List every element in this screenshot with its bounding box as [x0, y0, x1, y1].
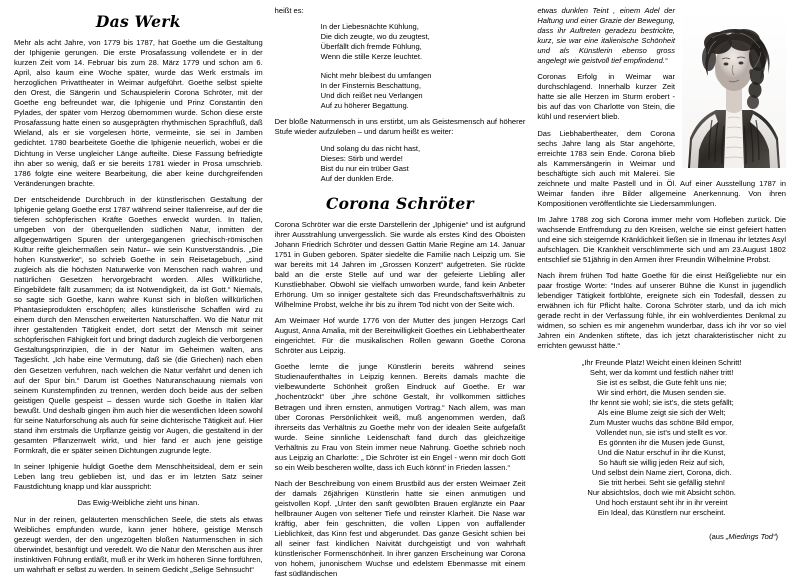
poem-line: Es gönnten ihr die Musen jede Gunst,	[598, 437, 725, 447]
page-title-corona-schroeter: Corona Schröter	[326, 193, 474, 213]
paragraph-right-2: Das Liebhabertheater, dem Corona sechs Jahre lang als Star angehörte, erreichte 1783 sein Ende. Corona blieb als Kammersängerin in Weimar und beschäftigte sich auch mit Malerei. Sie zeichnete und malte Pastell und in Öl. Auf einer Ausstellung 1787 in Weimar fanden ihre Bilder allgemeine Anerkennung. Von ihren Kompositionen veröffentlichte sie Liedersammlungen.	[537, 128, 786, 208]
paragraph-italic-continuation: etwas dunklen Teint , einem Adel der Haltung und einer Grazie der Bewegung, dass ihr Auftreten geradezu bestrickte, kurz, sie war eine italienische Schönheit und als Künstlerin ebenso gross angelegt wie geistvoll tief empfindend.“	[537, 6, 675, 66]
verse-line: Überfällt dich fremde Fühlung,	[320, 42, 422, 52]
poem-line: Nur absichtslos, doch wie mit Absicht schön.	[587, 488, 736, 498]
verse-stanza-3	[275, 144, 526, 184]
verse-line: Auf zu höherer Begattung.	[320, 101, 409, 111]
paragraph-bridge: Der bloße Naturmensch in uns erstirbt, um als Geistesmensch auf höherer Stufe wieder aufzuleben – und darum heißt es weiter:	[274, 117, 526, 137]
three-column-layout	[8, 6, 792, 579]
paragraph-corona-3	[275, 362, 526, 473]
poem-line: Und die Natur erschuf in ihr die Kunst,	[597, 447, 726, 457]
quote-italic-letter: Die Schröter ist ein Engel - wenn mir doch Gott so ein Weib bescheren wollte, dass ich Euch könnt’ in Frieden lassen.“	[274, 452, 526, 472]
poem-line: Ihr kennt sie wohl; sie ist’s, die stets gefällt;	[589, 397, 734, 407]
paragraph-right-1: Coronas Erfolg in Weimar war durchschlagend. Innerhalb kurzer Zeit hatte sie alle Herzen im Sturm erobert - bis auf das von Charlotte von Stein, die kühl und reserviert blieb.	[537, 72, 675, 122]
attribution-prefix: (aus	[709, 532, 726, 542]
paragraph-corona-4	[275, 479, 526, 579]
quote-ewig-weibliche: Das Ewig-Weibliche zieht uns hinan.	[77, 498, 200, 508]
poem-line: So häuft sie willig jeden Reiz auf sich,	[598, 457, 725, 467]
verse-stanza-1	[275, 22, 526, 62]
column-right	[531, 6, 792, 562]
verse-line: Dieses: Stirb und werde!	[320, 153, 403, 163]
poem-line: Ein Ideal, das Künstlern nur erscheint.	[597, 508, 726, 518]
poem-line: Als eine Blume zeigt sie sich der Welt;	[597, 407, 726, 417]
paragraph-work-3: In seiner Iphigenie huldigt Goethe dem Menschheitsideal, dem er sein Leben lang treu geblieben ist, und das er im letzten Satz seiner Faustdichtung knapp und klar ausspricht:	[14, 461, 263, 492]
poem-line: Vollendet nun, sie ist’s und stellt es vor.	[596, 427, 728, 437]
paragraph-corona-2: Am Weimaer Hof wurde 1776 von der Mutter des jungen Herzogs Carl August, Anna Amalia, mit der Bereitwilligkeit Goethes ein Liebhabertheater eingerichtet. Für die musikalischen Rollen gewann Goethe Corona Schröter aus Leipzig.	[274, 316, 526, 356]
column-middle	[269, 6, 532, 579]
poem-line: Sie tritt herbei. Seht sie gefällig stehn!	[598, 478, 726, 488]
quote-italic-description: „Unter den sanft gewölbten Brauen erglänzte ein Paar hellbrauner Augen von seltener Tiefe und reinster Klarheit. Die Nase war kräftig, aber fein geschnitten, die vollen Lippen von auffallender Lieblichkeit, das Kinn fest und abgerundet. Das ganze Gesicht schien bei all seiner fast kindlichen Naivität durchgeistigt und von wahrhaft künstlerischer Formenschönheit. In ihrer ganzen Erscheinung war Corona von hohem, junonischem Wuchse und edelstem Ebenmasse mit einem fast südländischen	[274, 498, 526, 579]
paragraph-work-2: Der entscheidende Durchbruch in der künstlerischen Gestaltung der Iphigenie gelang Goethe erst 1787 während seiner Italienreise, auf der die tieferen schöpferischen Kräfte Goethes erweckt wurden. In Italien, umgeben von der überquellenden südlichen Natur, inmitten der allgegenwärtigen Spuren der untergegangenen griechisch-römischen Kultur reifte gleichermaßen sein Natur– wie sein Kunstverständnis. „Die hohen Kunstwerke“, so schrieb Goethe in sein Reisetagebuch, „sind zugleich als die höchsten Naturwerke von Menschen nach wahren und natürlichen Gesetzen hervorgebracht worden. Alles Willkürliche, Eingebildete fällt zusammen; da ist Notwendigkeit, da ist Gott.“ Niemals, so sagte sich Goethe, kann wahre Kunst sich in bloßen willkürlichen Phantasieprodukten erschöpfen; alles künstlerische Schaffen wird zu einem durch den Menschen erweiterten Naturschaffen. Wo die Natur mit ihrer gestaltenden Tätigkeit endet, dort setzt der Mensch mit seiner schöpferischen Fähigkeit fort und bringt dadurch zugleich die verborgenen Gestaltungsprinzipien, die in der Natur im Geheimen walten, ans Tageslicht. „Ich habe eine Vermutung, daß sie (die Griechen) nach eben den Gesetzen verfuhren, nach welchen die Natur verfährt und denen ich auf der Spur bin.“ Darum ist Goethes Naturanschauung niemals von seinem Kunstempfinden zu trennen, werden doch beide aus der selben geistigen Quelle gespeist – dessen wurde sich Goethe in Italien klar bewußt. Und deshalb gingen ihm auch hier die wesentlichen Ideen sowohl für seine Naturforschung als auch für seine dichterische Tätigkeit auf. Hier stand ihm erstmals die Urpflanze geistig vor Augen, die gestaltend in der gesamten Pflanzenwelt wirkt, und hier fand er auch jene geistige Formkraft, die er später seinen Dichtungen zugrunde legte.	[14, 194, 263, 455]
verse-line: Und solang du das nicht hast,	[320, 143, 421, 153]
text-plain: Nach allem, was man über Coronas Persönlichkeit weiß, muß angenommen werden, daß ihrerseits das Verhältnis zu Goethe mehr von der idealen Seite aufgefaßt wurde. Seine sinnliche Leidenschaft fand durch das gleichzeitige Verhältnis zu Frau von Stein immer neue Nahrung. Goethe schrieb noch aus Leipzig an Charlotte: „	[274, 402, 526, 462]
verse-line: Wenn die stille Kerze leuchtet.	[320, 52, 423, 62]
paragraph-right-3: Im Jahre 1788 zog sich Corona immer mehr vom Hofleben zurück. Die wachsende Entfremdung zu den Kreisen, welche sie einst gefeiert hatten und eine sich steigernde Kränklichkeit ließen sie in Ilmenau ihr letztes Asyl aufschlagen. Die Krankheit verschlimmerte sich und am 23.August 1802 entschlief sie 51jährig in den Armen ihrer Freundin Wilhelmine Probst.	[537, 214, 786, 265]
paragraph-corona-1: Corona Schröter war die erste Darstellerin der „Iphigenie“ und ist aufgrund ihrer Ausstrahlung unvergesslich. Sie wurde als erstes Kind des Oboisten Johann Friedrich Schröter und dessen Gattin Marie Regine am 14. Januar 1751 in Guben geboren. Später siedelte die Familie nach Leipzig um. Sie war bereits mit 14 Jahren im „Grossen Konzert“ aufgetreten. Sie rückte bald an die erste Stelle auf und war der gefeierte Liebling aller Kunstliebhaber. Obwohl sie vielfach umworben wurde, fand kein Anbeter Erhörung. Um so inniger gestaltete sich das Freundschaftsverhältnis zu Wilhelmine Probst, welche ihr bis zu ihrem Tod nicht von der Seite wich.	[274, 219, 526, 310]
verse-line: In der Liebesnächte Kühlung,	[320, 22, 419, 32]
verse-line: Bist du nur ein trüber Gast	[320, 163, 409, 173]
verse-line: Und dich reißet neu Verlangen	[320, 91, 423, 101]
quote-italic: schöne Gestalt, ihr vollkommen sittliches Betragen und ihren ernsten, anmutigen Vortrag.“	[274, 392, 526, 412]
poem-line: Zum Muster wuchs das schöne Bild empor,	[589, 417, 734, 427]
column-left	[8, 6, 269, 575]
verse-line: Die dich zeugte, wo du zeugtest,	[320, 32, 430, 42]
quote-italic-goethe: “Indes auf unserer Bühne die Kunst in jugendlich lebendiger Tätigkeit fortblühte, ereignete sich ein Todesfall, dessen zu erwähnen ich für Pflicht halte. Corona Schröter starb, und da ich mich gerade recht in der Verfassung fühle, ihr ein wohlverdientes Denkmal zu widmen, so schien es mir angenehm wunderbar, dass ich ihr vor so viel Jahren ein Andenken stiftete, das ich jetzt charakteristischer nicht zu errichten gewusst hätte.“	[537, 281, 786, 351]
poem-line: Wir sind erhört, die Musen senden sie.	[597, 387, 727, 397]
poem-line: Seht, wer da kommt und festlich näher tritt!	[589, 367, 734, 377]
text-plain: Goethe lernte die junge Künstlerin bereits während seines Studienaufenthaltes in Leipzig kennen. Bereits damals machte die vielbewunderte Schönheit großen Eindruck auf Goethe. Er war „hochentzückt“ über „ihre	[274, 362, 526, 402]
verse-line: In der Finsternis Beschattung,	[320, 81, 421, 91]
attribution-title: „Miedings Tod“	[725, 532, 776, 542]
poem-line: „Ihr Freunde Platz! Weicht einen kleinen Schritt!	[581, 357, 742, 367]
text-plain: Nach ihrem frühen Tod hatte Goethe für die einst Heißgeliebte nur ein paar frostige Worte:	[537, 271, 786, 291]
poem-attribution	[537, 532, 786, 542]
verse-stanza-2	[275, 71, 526, 111]
page-title-das-werk: Das Werk	[95, 12, 181, 31]
paragraph-right-4	[537, 271, 786, 351]
poem-line: Sie ist es selbst, die Gute fehlt uns nie;	[596, 377, 727, 387]
poem-line: Und selbst dein Name ziert, Corona, dich.	[591, 468, 732, 478]
portrait-figure	[682, 10, 786, 168]
corona-schroeter-portrait-image	[682, 10, 786, 168]
attribution-suffix: )	[775, 532, 778, 542]
text-plain: Nach der Beschreibung von einem Brustbild aus der ersten Weimaer Zeit der damals 26jährigen Künstlerin hatte sie einen anmutigen und geistvollen Kopf.	[274, 478, 526, 508]
lead-in-heisst-es: heißt es:	[274, 6, 304, 15]
paragraph-work-1: Mehr als acht Jahre, von 1779 bis 1787, hat Goethe um die Gestaltung der Iphigenie gerungen. Die erste Prosafassung vollendete er in der kurzen Zeit vom 14. Februar bis zum 28. März 1779 und schon am 6. April, also kaum eine Woche später, wurde das Werk erstmals im herzoglichen Privattheater in Weimar aufgeführt. Goethe selbst spielte den Orest, die Sängerin und Schauspielerin Corona Schröter, mit der Goethe eng befreundet war, die Iphigenie und Prinz Constantin den Pylades, der später vom Herzog übernommen wurde. Schon diese erste Prosafassung hatte einen so ausgeprägten rhythmischen Sprachfluß, daß Wieland, als er sie vorgelesen hörte, vermeinte, sie sei in Jamben gedichtet. 1780 bearbeitete Goethe die Iphigenie neuerlich, wobei er die Dichtung in Verse ungleicher Länge aufteilte. Diese Fassung befriedigte ihn aber so wenig, daß er sie bereits 1781 wieder in Prosa umschrieb. 1786 folgte eine weitere Bearbeitung, die aber keine durchgreifenden Veränderungen brachte.	[14, 38, 263, 188]
poem-miedings-tod	[537, 358, 786, 519]
verse-line: Auf der dunklen Erde.	[320, 173, 394, 183]
paragraph-work-4: Nur in der reinen, geläuterten menschlichen Seele, die stets als etwas Weibliches empfunden wurde, kann jener höhere, geistige Mensch gezeugt werden, der den ungezügelten bloßen Naturmenschen in sich überwindet, besänftigt und veredelt. Wo die Natur den Menschen aus ihrer instinktiven Führung entläßt, muß er ihr Werk im höheren Sinne fortführen, um wahrhaft er selbst zu werden. In seinem Gedicht „Selige Sehnsucht“	[14, 515, 263, 575]
poem-line: Und hoch erstaunt seht ihr in ihr vereint	[595, 498, 728, 508]
verse-line: Nicht mehr bleibest du umfangen	[320, 71, 432, 81]
